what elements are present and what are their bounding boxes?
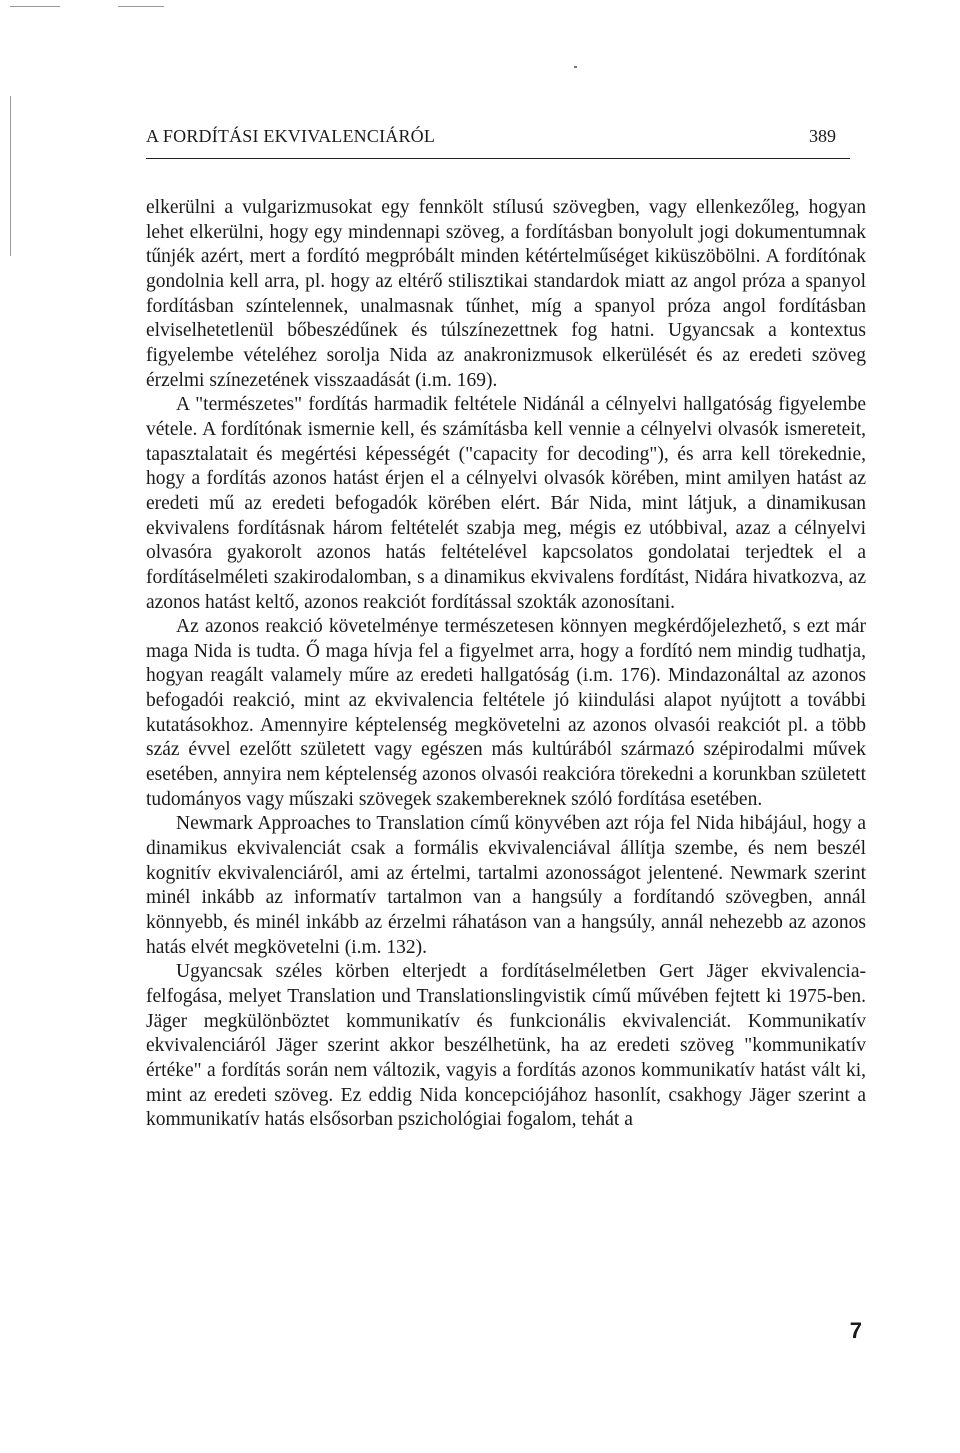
paragraph: Az azonos reakció követelménye természetesen könnyen megkérdőjelezhető, s ezt már maga Nida is tudta. Ő maga hívja fel a figyelmet arra, hogy a fordító nem mindig tudhatja, hogyan reagált valamely műre az eredeti hallgatóság (i.m. 176). Mindazonáltal az azonos befogadói reakció, mint az ekvivalencia feltétele jó kiindulási alapot nyújtott a további kutatásokhoz. Amennyire képtelenség megkövetelni az azonos olvasói reakciót pl. a több száz évvel ezelőtt született vagy egészen más kultúrából származó szépirodalmi művek esetében, annyira nem képtelenség azonos olvasói reakcióra törekedni a korunkban született tudományos vagy műszaki szövegek szakembereknek szóló fordítása esetében. (146, 616, 866, 810)
paragraph: Ugyancsak széles körben elterjedt a fordításelméletben Gert Jäger ekvivalencia-felfogása, melyet Translation und Translationslingvistik című művében fejtett ki 1975-ben. Jäger megkülönböztet kommunikatív és funkcionális ekvivalenciát. Kommunikatív ekvivalenciáról Jäger szerint akkor beszélhetünk, ha az eredeti szöveg "kommunikatív értéke" a fordítás során nem változik, vagyis a fordítás azonos kommunikatív hatást vált ki, mint az eredeti szöveg. Ez eddig Nida koncepciójához hasonlít, csakhogy Jäger szerint a kommunikatív hatás elsősorban pszichológiai fogalom, tehát a (146, 961, 866, 1131)
footer-sheet-number: 7 (849, 1318, 862, 1343)
paragraph: elkerülni a vulgarizmusokat egy fennkölt stílusú szövegben, vagy ellenkezőleg, hogyan lehet elkerülni, hogy egy mindennapi szöveg, a fordításban bonyolult jogi dokumentumnak tűnjék azért, mert a fordító megpróbált minden kétértelműséget kiküszöbölni. A fordítónak gondolnia kell arra, pl. hogy az eltérő stilisztikai standardok miatt az angol próza a spanyol fordításban színtelennek, unalmasnak tűnhet, míg a spanyol próza angol fordításban elviselhetetlenül bőbeszédűnek és túlszínezettnek fog hatni. Ugyancsak a kontextus figyelembe vételéhez sorolja Nida az anakronizmusok elkerülését és az eredeti szöveg érzelmi színezetének visszaadását (i.m. 169). (146, 197, 866, 391)
paragraph: A "természetes" fordítás harmadik feltétele Nidánál a célnyelvi hallgatóság figyelembe vétele. A fordítónak ismernie kell, és számításba kell vennie a célnyelvi olvasók ismereteit, tapasztalatait és megértési képességét ("capacity for decoding"), és arra kell törekednie, hogy a fordítás azonos hatást érjen el a célnyelvi olvasók körében, mint amilyen hatást az eredeti mű az eredeti befogadók körében elért. Bár Nida, mint látjuk, a dinamikusan ekvivalens fordításnak három feltételét szabja meg, mégis ez utóbbival, azaz a célnyelvi olvasóra gyakorolt azonos hatás feltételével kapcsolatos gondolatai terjedtek el a fordításelméleti szakirodalomban, s a dinamikus ekvivalens fordítást, Nidára hivatkozva, az azonos hatást keltő, azonos reakciót fordítással szokták azonosítani. (146, 394, 866, 613)
scan-edge-mark (10, 6, 60, 7)
page-number: 389 (809, 126, 836, 146)
paragraph: Newmark Approaches to Translation című könyvében azt rója fel Nida hibájául, hogy a dinamikus ekvivalenciát csak a formális ekvivalenciával állítja szembe, és nem beszél kognitív ekvivalenciáról, ami az értelmi, tartalmi azonosságot jelentené. Newmark szerint minél inkább az informatív tartalmon van a hangsúly a fordítandó szövegben, annál könnyebb, és minél inkább az érzelmi ráhatáson van a hangsúly, annál nehezebb az azonos hatás elvét megkövetelni (i.m. 132). (146, 813, 866, 958)
scan-speck (574, 66, 577, 68)
scan-edge-mark (10, 96, 11, 256)
running-title: A FORDÍTÁSI EKVIVALENCIÁRÓL (146, 126, 436, 146)
page-header (146, 120, 850, 160)
scan-edge-mark (118, 6, 164, 7)
header-rule (146, 158, 850, 159)
body-text (146, 196, 866, 1133)
